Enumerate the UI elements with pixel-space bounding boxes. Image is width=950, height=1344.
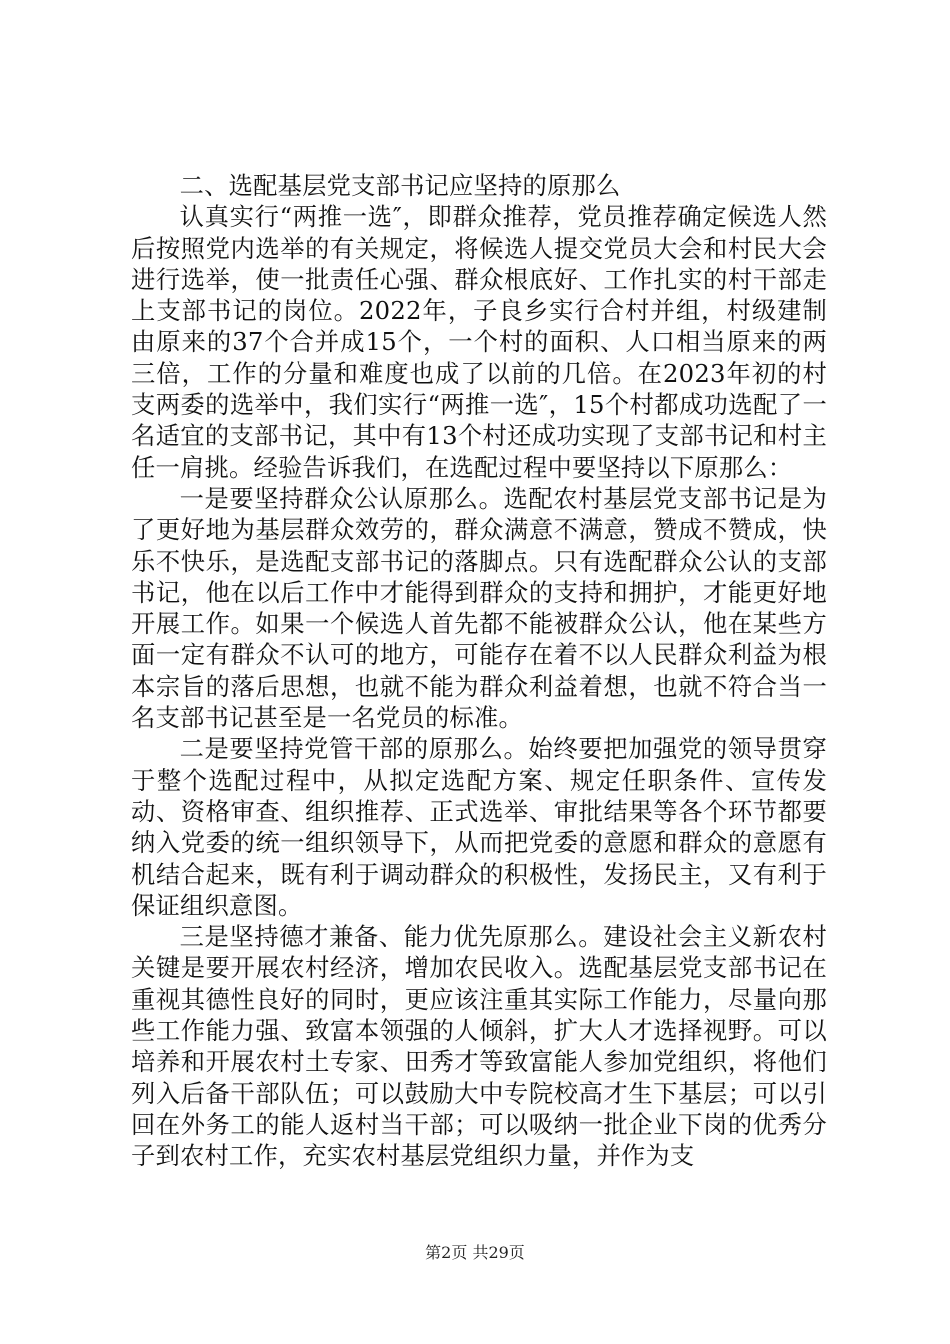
section-heading: 二、选配基层党支部书记应坚持的原那么 [179,171,621,200]
paragraph-principle-2: 二是要坚持党管干部的原那么。始终要把加强党的领导贯穿于整个选配过程中，从拟定选配方案、规定任职条件、宣传发动、资格审查、组织推荐、正式选举、审批结果等各个环节都要纳入党委的统一组织领导下，从而把党委的意愿和群众的意愿有机结合起来，既有利于调动群众的积极性，发扬民主，又有利于保证组织意图。 [131,734,827,920]
paragraph-principle-1: 一是要坚持群众公认原那么。选配农村基层党支部书记是为了更好地为基层群众效劳的，群众满意不满意，赞成不赞成，快乐不快乐，是选配支部书记的落脚点。只有选配群众公认的支部书记，他在以后工作中才能得到群众的支持和拥护，才能更好地开展工作。如果一个候选人首先都不能被群众公认，他在某些方面一定有群众不认可的地方，可能存在着不以人民群众利益为根本宗旨的落后思想，也就不能为群众利益着想，也就不符合当一名支部书记甚至是一名党员的标准。 [131,483,827,733]
paragraph-principle-3: 三是坚持德才兼备、能力优先原那么。建设社会主义新农村关键是要开展农村经济，增加农民收入。选配基层党支部书记在重视其德性良好的同时，更应该注重其实际工作能力，尽量向那些工作能力强、致富本领强的人倾斜，扩大人才选择视野。可以培养和开展农村土专家、田秀才等致富能人参加党组织，将他们列入后备干部队伍；可以鼓励大中专院校高才生下基层；可以引回在外务工的能人返村当干部；可以吸纳一批企业下岗的优秀分子到农村工作，充实农村基层党组织力量，并作为支 [131,922,827,1171]
paragraph-intro: 认真实行“两推一选″，即群众推荐，党员推荐确定候选人然后按照党内选举的有关规定，将候选人提交党员大会和村民大会进行选举，使一批责任心强、群众根底好、工作扎实的村干部走上支部书记的岗位。2022年，子良乡实行合村并组，村级建制由原来的37个合并成15个，一个村的面积、人口相当原来的两三倍，工作的分量和难度也成了以前的几倍。在2023年初的村支两委的选举中，我们实行“两推一选″，15个村都成功选配了一名适宜的支部书记，其中有13个村还成功实现了支部书记和村主任一肩挑。经验告诉我们，在选配过程中要坚持以下原那么： [131,202,827,482]
page-footer: 第2页 共29页 [425,1243,525,1262]
document-body [131,170,827,1172]
